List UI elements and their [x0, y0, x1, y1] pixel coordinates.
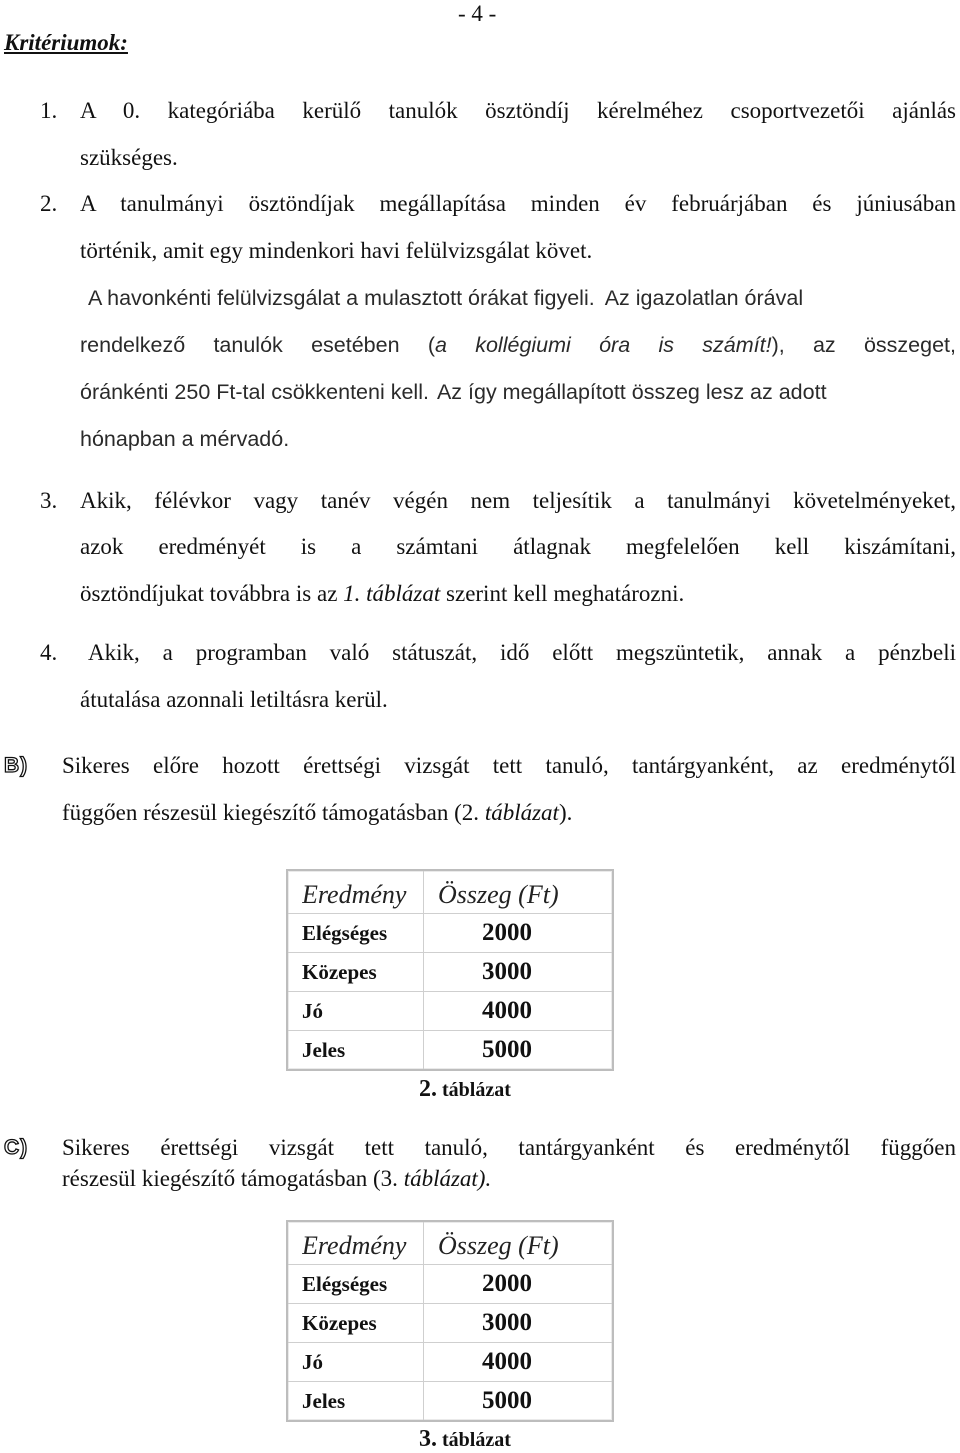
item2-line5a: óránkénti 250 Ft-tal csökkenteni kell. — [80, 380, 429, 404]
item2-line4 — [80, 333, 956, 358]
item2-line1: A tanulmányi ösztöndíjak megállapítása minden év februárjában és júniusában — [80, 191, 956, 216]
table-row — [287, 1304, 613, 1343]
item3-line3a: ösztöndíjukat továbbra is az — [80, 581, 344, 606]
header-eredmeny: Eredmény — [302, 1231, 407, 1260]
item3-line2: azok eredményét is a számtani átlagnak megfelelően kell kiszámítani, — [80, 534, 956, 559]
item2-line3 — [88, 286, 803, 311]
item3-line3b: szerint kell meghatározni. — [440, 581, 685, 606]
table-row — [287, 1382, 613, 1422]
grade-cell: Jó — [287, 992, 424, 1031]
amount-cell: 3000 — [424, 1304, 613, 1343]
table-3-caption — [419, 1426, 511, 1453]
header-osszeg: Összeg (Ft) — [438, 880, 559, 909]
table-row — [287, 992, 613, 1031]
item2-line6: hónapban a mérvadó. — [80, 427, 290, 451]
list-number-3: 3. — [40, 488, 58, 513]
table-header-row — [287, 870, 613, 914]
header-osszeg: Összeg (Ft) — [438, 1231, 559, 1260]
list-number-1: 1. — [40, 98, 58, 123]
sectionB-line2-italic: táblázat — [484, 800, 559, 825]
list-number-4: 4. — [40, 640, 58, 665]
table-row — [287, 1265, 613, 1304]
item2-line5 — [80, 380, 827, 405]
table-header-row — [287, 1221, 613, 1265]
item2-line4a: rendelkező tanulók esetében ( — [80, 333, 435, 357]
grade-cell: Elégséges — [287, 914, 424, 953]
item2-line4b: ), az összeget, — [771, 333, 956, 357]
grade-cell: Jó — [287, 1343, 424, 1382]
amount-cell: 5000 — [424, 1382, 613, 1422]
caption-word: táblázat — [442, 1429, 511, 1451]
sectionB-line2b: ). — [558, 800, 573, 825]
amount-cell: 4000 — [424, 1343, 613, 1382]
amount-cell: 2000 — [424, 914, 613, 953]
table-header-cell — [424, 870, 613, 914]
grade-cell: Jeles — [287, 1031, 424, 1071]
table-row — [287, 1343, 613, 1382]
item2-line3b-text: Az igazolatlan órával — [604, 286, 804, 310]
item2-line2: történik, amit egy mindenkori havi felülvizsgálat követ. — [80, 238, 593, 263]
table-row — [287, 914, 613, 953]
grade-cell: Jeles — [287, 1382, 424, 1422]
grade-cell: Elégséges — [287, 1265, 424, 1304]
sectionB-line2 — [62, 801, 572, 825]
item2-line3-text: A havonkénti felülvizsgálat a mulasztott órákat figyeli. — [88, 286, 595, 310]
sectionB-line2a: függően részesül kiegészítő támogatásban (2. — [62, 800, 485, 825]
table-row — [287, 1031, 613, 1071]
grade-cell: Közepes — [287, 953, 424, 992]
table-row — [287, 953, 613, 992]
item4-line2: átutalása azonnali letiltásra kerül. — [80, 687, 388, 712]
sectionC-line2 — [62, 1167, 491, 1191]
table-header-cell — [287, 870, 424, 914]
header-eredmeny: Eredmény — [302, 880, 407, 909]
caption-word: táblázat — [442, 1079, 511, 1101]
page-number: - 4 - — [458, 1, 497, 26]
section-letter-c: C) — [4, 1136, 29, 1159]
sectionB-line1: Sikeres előre hozott érettségi vizsgát tett tanuló, tantárgyanként, az eredménytől — [62, 753, 956, 778]
section-heading: Kritériumok: — [4, 30, 128, 55]
section-letter-b: B) — [4, 754, 29, 777]
list-number-2: 2. — [40, 191, 58, 216]
item4-line1: Akik, a programban való státuszát, idő előtt megszüntetik, annak a pénzbeli — [88, 640, 956, 665]
amount-cell: 2000 — [424, 1265, 613, 1304]
table-2 — [286, 869, 614, 1071]
caption-number: 2. — [419, 1076, 437, 1102]
sectionC-line2a: részesül kiegészítő támogatásban (3. — [62, 1166, 404, 1191]
amount-cell: 5000 — [424, 1031, 613, 1071]
item1-line2: szükséges. — [80, 145, 178, 170]
table-2-caption — [419, 1076, 511, 1103]
table-3 — [286, 1220, 614, 1422]
table-header-cell — [424, 1221, 613, 1265]
item2-line5b: Az így megállapított összeg lesz az adott — [436, 380, 827, 404]
item3-line3-italic: 1. táblázat — [343, 581, 441, 606]
sectionC-line2-italic: táblázat). — [403, 1166, 492, 1191]
caption-number: 3. — [419, 1426, 437, 1452]
item1-line1: A 0. kategóriába kerülő tanulók ösztöndíj kérelméhez csoportvezetői ajánlás — [80, 98, 956, 123]
item3-line1: Akik, félévkor vagy tanév végén nem teljesítik a tanulmányi követelményeket, — [80, 488, 956, 513]
sectionC-line1: Sikeres érettségi vizsgát tett tanuló, tantárgyanként és eredménytől függően — [62, 1135, 956, 1160]
amount-cell: 4000 — [424, 992, 613, 1031]
grade-cell: Közepes — [287, 1304, 424, 1343]
table-header-cell — [287, 1221, 424, 1265]
item2-line4-italic: a kollégiumi óra is számít! — [434, 333, 772, 357]
amount-cell: 3000 — [424, 953, 613, 992]
item3-line3 — [80, 582, 684, 606]
